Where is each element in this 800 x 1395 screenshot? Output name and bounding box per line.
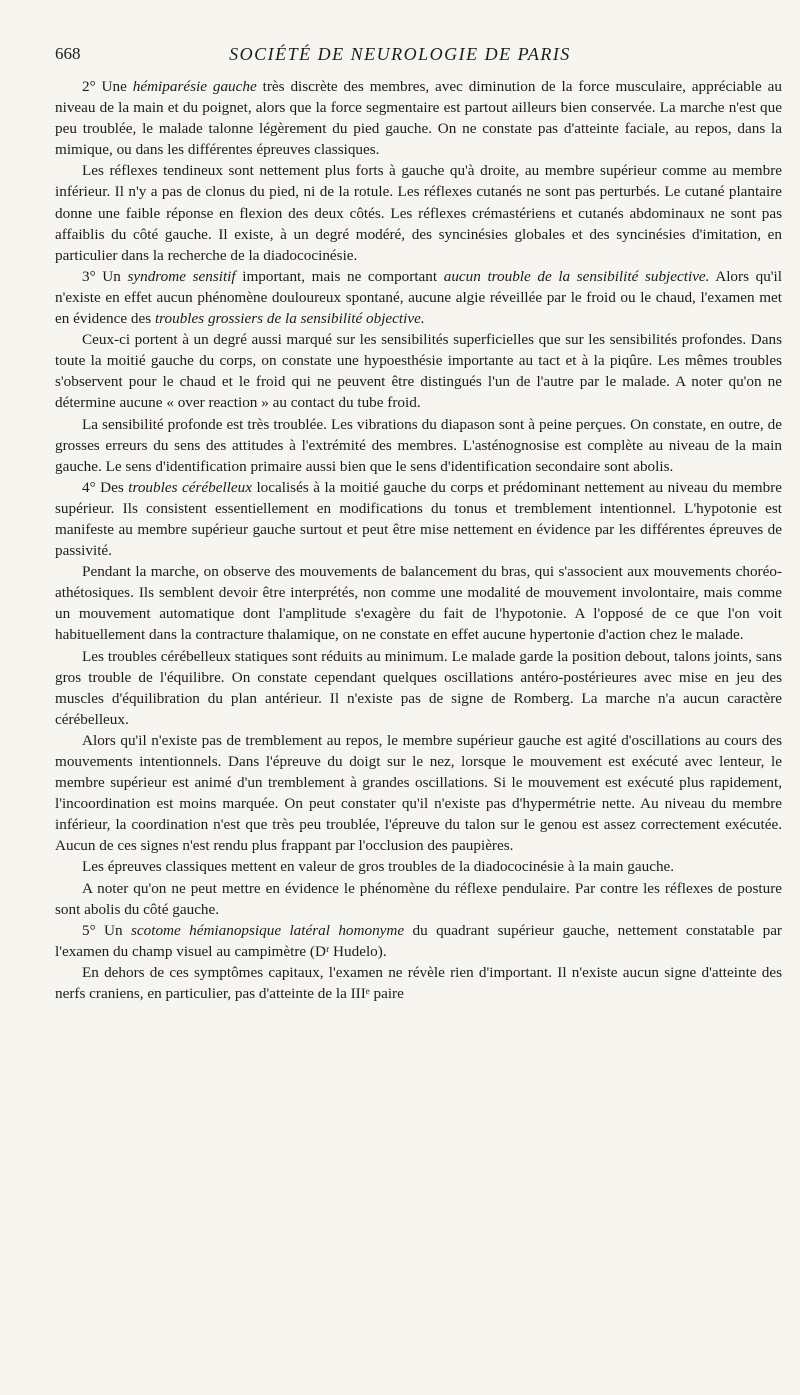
paragraph	[55, 646, 782, 730]
paragraph	[55, 962, 782, 1004]
text-run: du quadrant supérieur gauche, nettement constatable par l'examen du champ visuel au campimètre (Dʳ Hudelo).	[55, 921, 782, 960]
text-run: La sensibilité profonde est très troublée. Les vibrations du diapason sont à peine perçues. On constate, en outre, de grosses erreurs du sens des attitudes à l'extrémité des membres. L'asténognosise est complète au niveau de la main gauche. Le sens d'identification primaire aussi bien que le sens d'identification secondaire sont abolis.	[55, 415, 782, 475]
text-run: Ceux-ci portent à un degré aussi marqué sur les sensibilités superficielles que sur les sensibilités profondes. Dans toute la moitié gauche du corps, on constate une hypoesthésie importante au tact et à la piqûre. Les mêmes troubles s'observent pour le chaud et le froid qui ne peuvent être distingués l'un de l'autre par le malade. A noter qu'on ne détermine aucune « over reaction » au contact du tube froid.	[55, 331, 782, 412]
italic-run: troubles grossiers de la sensibilité objective.	[154, 310, 425, 328]
paragraph	[55, 561, 782, 645]
paragraph	[55, 414, 782, 477]
paragraph	[55, 266, 782, 329]
italic-run: aucun trouble de la sensibilité subjective.	[443, 267, 710, 285]
italic-run: troubles cérébelleux	[128, 478, 252, 496]
paragraph	[55, 730, 782, 857]
text-run: A noter qu'on ne peut mettre en évidence le phénomène du réflexe pendulaire. Par contre les réflexes de posture sont abolis du côté gauche.	[55, 879, 782, 918]
italic-run: scotome hémianopsique latéral homonyme	[130, 921, 405, 939]
text-run: 5° Un	[82, 921, 131, 939]
text-run: Les réflexes tendineux sont nettement plus forts à gauche qu'à droite, au membre supérieur comme au membre inférieur. Il n'y a pas de clonus du pied, ni de la rotule. Les réflexes cutanés ne sont pas perturbés. Le cutané plantaire donne une faible réponse en flexion des deux côtés. Les réflexes crémastériens et cutanés abdominaux ne sont pas affaiblis du côté gauche. Il existe, à un degré modéré, des syncinésies globales et des syncinésies d'imitation, en particulier dans la recherche de la diadococinésie.	[55, 162, 782, 264]
paragraph	[55, 76, 782, 160]
text-run: important, mais ne comportant	[235, 267, 444, 285]
text-run: Les troubles cérébelleux statiques sont réduits au minimum. Le malade garde la position debout, talons joints, sans gros trouble de l'équilibre. On constate cependant quelques oscillations antéro-postérieures avec mise en jeu des muscles d'équilibration du plan antérieur. Il n'existe pas de signe de Romberg. La marche n'a aucun caractère cérébelleux.	[55, 647, 782, 728]
text-run: 2° Une	[82, 78, 133, 95]
paragraph	[55, 920, 782, 962]
text-run: Les épreuves classiques mettent en valeur de gros troubles de la diadococinésie à la main gauche.	[82, 858, 675, 876]
running-head	[55, 44, 745, 68]
journal-title: SOCIÉTÉ DE NEUROLOGIE DE PARIS	[229, 44, 571, 64]
paragraph	[55, 856, 782, 877]
italic-run: hémiparésie gauche	[132, 78, 257, 95]
italic-run: syndrome sensitif	[127, 267, 236, 285]
text-run: Pendant la marche, on observe des mouvements de balancement du bras, qui s'associent aux mouvements choréo-athétosiques. Ils semblent devoir être interprétés, non comme une modalité de mouvement involontaire, mais comme un mouvement automatique dont l'amplitude s'exagère du fait de l'hypotonie. A l'opposé de ce que l'on voit habituellement dans la contracture thalamique, on ne constate en effet aucune hypertonie d'action chez le malade.	[55, 563, 782, 644]
paragraph	[55, 329, 782, 413]
text-run: Alors qu'il n'existe en effet aucun phénomène douloureux spontané, aucune algie réveillée par le froid ou le chaud, l'examen met en évidence des	[55, 267, 782, 328]
text-run: localisés à la moitié gauche du corps et prédominant nettement au niveau du membre supérieur. Ils consistent essentiellement en modifications du tonus et tremblement intentionnel. L'hypotonie est manifeste au membre supérieur gauche surtout et peut être mise nettement en évidence par les différentes épreuves de passivité.	[55, 478, 782, 560]
text-run: très discrète des membres, avec diminution de la force musculaire, appréciable au niveau de la main et du poignet, alors que la force segmentaire est partout ailleurs bien conservée. La marche n'est que peu troublée, le malade talonne légèrement du pied gauche. On ne constate pas d'atteinte faciale, au repos, dans la mimique, ou dans les différentes épreuves classiques.	[55, 78, 782, 159]
text-run: 4° Des	[82, 478, 129, 496]
paragraph	[55, 160, 782, 265]
text-run: Alors qu'il n'existe pas de tremblement au repos, le membre supérieur gauche est agité d'oscillations au cours des mouvements intentionnels. Dans l'épreuve du doigt sur le nez, lorsque le mouvement est exécuté avec lenteur, le membre supérieur est animé d'un tremblement à grandes oscillations. Si le mouvement est exécuté plus rapidement, l'incoordination est moins marquée. On peut constater qu'il n'existe pas d'hypermétrie nette. Au niveau du membre inférieur, la coordination n'est que très peu troublée, l'épreuve du talon sur le genou est assez correctement exécutée. Aucun de ces signes n'est rendu plus frappant par l'occlusion des paupières.	[55, 731, 782, 855]
paragraph	[55, 477, 782, 561]
text-run: 3° Un	[82, 267, 128, 285]
text-run: En dehors de ces symptômes capitaux, l'examen ne révèle rien d'important. Il n'existe aucun signe d'atteinte des nerfs craniens, en particulier, pas d'atteinte de la IIIᵉ paire	[55, 963, 782, 1003]
paragraph	[55, 878, 782, 920]
body-text	[55, 76, 782, 1004]
page-number: 668	[55, 44, 81, 63]
